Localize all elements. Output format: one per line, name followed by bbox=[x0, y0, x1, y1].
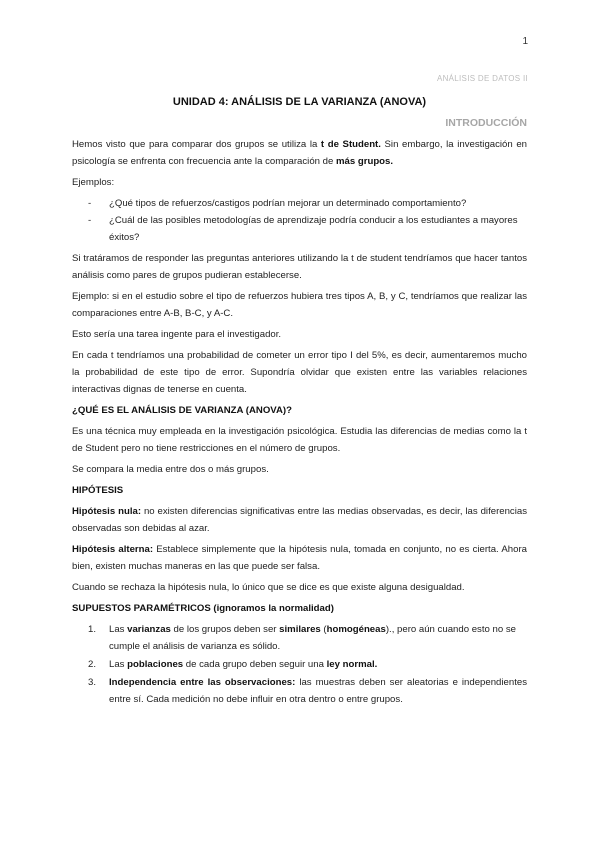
paragraph: En cada t tendríamos una probabilidad de cometer un error tipo I del 5%, es decir, aumentaremos mucho la probabilidad de este tipo de error. Supondría olvidar que existen entre las variables relaciones interactivas dignas de tenerse en cuenta. bbox=[72, 350, 527, 395]
term-bold: Hipótesis alterna: bbox=[72, 544, 154, 555]
unit-title: UNIDAD 4: ANÁLISIS DE LA VARIANZA (ANOVA) bbox=[172, 96, 427, 108]
list-item-text: ¿Cuál de las posibles metodologías de aprendizaje podría conducir a los estudiantes a mayores éxitos? bbox=[109, 215, 518, 243]
paragraph: Ejemplo: si en el estudio sobre el tipo de refuerzos hubiera tres tipos A, B, y C, tendríamos que realizar las comparaciones entre A-B, B-C, y A-C. bbox=[72, 291, 527, 319]
list-number: 2. bbox=[88, 659, 97, 670]
list-item bbox=[72, 656, 527, 673]
t-student-bold: t de Student. bbox=[320, 139, 381, 150]
dash-marker: - bbox=[88, 198, 92, 209]
paragraph: Si tratáramos de responder las preguntas anteriores utilizando la t de student tendríamos que hacer tantos análisis como pares de grupos pudieran establecerse. bbox=[72, 253, 527, 281]
text-run: )., pero aún cuando esto no se cumple el análisis de varianza es sólido. bbox=[109, 624, 516, 652]
term-bold: similares bbox=[279, 624, 321, 635]
supuestos-list bbox=[72, 621, 527, 708]
list-item bbox=[72, 212, 527, 246]
hipotesis-alterna bbox=[72, 541, 527, 575]
text-run: de cada grupo deben seguir una bbox=[183, 659, 327, 670]
list-item-text: ¿Qué tipos de refuerzos/castigos podrían mejorar un determinado comportamiento? bbox=[109, 198, 467, 209]
term-bold: Hipótesis nula: bbox=[72, 506, 142, 517]
paragraph: Es una técnica muy empleada en la investigación psicológica. Estudia las diferencias de medias como la t de Student pero no tiene restricciones en el número de grupos. bbox=[72, 426, 527, 454]
page-content bbox=[72, 94, 527, 709]
list-number: 3. bbox=[88, 677, 97, 688]
intro-heading: INTRODUCCIÓN bbox=[445, 117, 527, 129]
list-item bbox=[72, 621, 527, 655]
term-bold: Independencia entre las observaciones: bbox=[109, 677, 296, 688]
anova-heading: ¿QUÉ ES EL ANÁLISIS DE VARIANZA (ANOVA)? bbox=[72, 405, 292, 416]
text-run: Las bbox=[109, 624, 128, 635]
supuestos-heading: SUPUESTOS PARAMÉTRICOS (ignoramos la normalidad) bbox=[72, 603, 334, 614]
term-bold: homogéneas bbox=[326, 624, 386, 635]
list-item bbox=[72, 195, 527, 212]
examples-list bbox=[72, 195, 527, 246]
term-bold: ley normal. bbox=[326, 659, 378, 670]
examples-label: Ejemplos: bbox=[72, 177, 115, 188]
running-header: ANÁLISIS DE DATOS II bbox=[436, 74, 528, 83]
paragraph: Cuando se rechaza la hipótesis nula, lo único que se dice es que existe alguna desigualdad. bbox=[72, 582, 465, 593]
hipotesis-nula bbox=[72, 503, 527, 537]
list-number: 1. bbox=[88, 624, 97, 635]
list-item bbox=[72, 674, 527, 708]
dash-marker: - bbox=[88, 215, 92, 226]
text-run: las muestras deben ser aleatorias e independientes entre sí. Cada medición no debe influir en otra dentro o entre grupos. bbox=[109, 677, 527, 705]
term-bold: poblaciones bbox=[127, 659, 184, 670]
text-run: Sin embargo, la investigación en psicología se enfrenta con frecuencia ante la comparación de bbox=[72, 139, 527, 167]
text-run: Establece simplemente que la hipótesis nula, tomada en conjunto, no es cierta. Ahora bien, existen muchas maneras en las que puede ser falsa. bbox=[72, 544, 527, 572]
mas-grupos-bold: más grupos. bbox=[336, 156, 394, 167]
paragraph: Se compara la media entre dos o más grupos. bbox=[72, 464, 269, 475]
text-run: Hemos visto que para comparar dos grupos se utiliza la bbox=[72, 139, 321, 150]
intro-paragraph bbox=[72, 136, 527, 170]
hipotesis-heading: HIPÓTESIS bbox=[72, 485, 124, 496]
text-run: ( bbox=[320, 624, 327, 635]
term-bold: varianzas bbox=[127, 624, 171, 635]
text-run: Las bbox=[109, 659, 128, 670]
page-number: 1 bbox=[522, 36, 528, 47]
text-run: de los grupos deben ser bbox=[170, 624, 280, 635]
paragraph: Esto sería una tarea ingente para el investigador. bbox=[72, 329, 282, 340]
text-run: no existen diferencias significativas entre las medias observadas, es decir, las diferencias observadas son debidas al azar. bbox=[72, 506, 527, 534]
